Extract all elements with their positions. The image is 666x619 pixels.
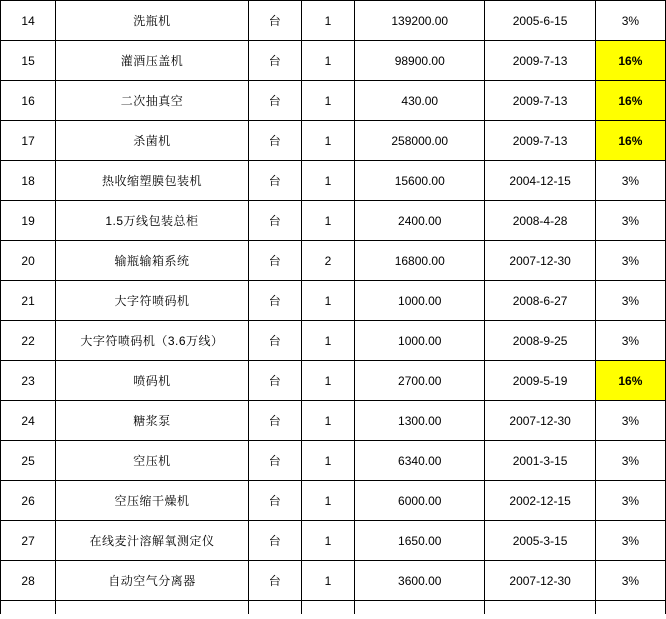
cell-quantity: 1 [301,441,354,481]
table-row [1,41,666,81]
table-row [1,121,666,161]
cell-date: 2008-6-27 [485,281,595,321]
cell-amount: 98900.00 [355,41,485,81]
cell-rate: 3% [595,241,665,281]
table-row [1,241,666,281]
cell-quantity: 1 [301,201,354,241]
cell-date: 2007-12-30 [485,241,595,281]
cell-name: 热收缩塑膜包装机 [56,161,249,201]
cell-name: 糖浆泵 [56,401,249,441]
cell-amount: 1000.00 [355,321,485,361]
cell-unit: 台 [248,481,301,521]
cell-rate [595,601,665,614]
cell-amount: 2400.00 [355,201,485,241]
cell-date: 2005-6-15 [485,1,595,41]
table-row [1,1,666,41]
cell-rate: 3% [595,201,665,241]
cell-amount: 3600.00 [355,561,485,601]
cell-rate: 3% [595,521,665,561]
cell-index: 26 [1,481,56,521]
cell-date [485,601,595,614]
cell-rate: 16% [595,121,665,161]
table-row [1,401,666,441]
cell-unit: 台 [248,41,301,81]
table-row [1,361,666,401]
cell-unit: 台 [248,1,301,41]
table-row [1,161,666,201]
cell-quantity: 1 [301,121,354,161]
cell-rate: 3% [595,561,665,601]
cell-amount: 6340.00 [355,441,485,481]
table-row [1,321,666,361]
table-row [1,481,666,521]
cell-unit: 台 [248,321,301,361]
cell-name: 空压机 [56,441,249,481]
cell-unit: 台 [248,241,301,281]
cell-amount: 1300.00 [355,401,485,441]
cell-quantity: 1 [301,281,354,321]
cell-date: 2009-7-13 [485,41,595,81]
cell-index [1,601,56,614]
cell-unit: 台 [248,361,301,401]
cell-date: 2004-12-15 [485,161,595,201]
cell-amount: 1650.00 [355,521,485,561]
cell-date: 2009-7-13 [485,121,595,161]
cell-quantity: 1 [301,481,354,521]
cell-rate: 16% [595,361,665,401]
cell-index: 19 [1,201,56,241]
cell-name: 空压缩干燥机 [56,481,249,521]
cell-index: 25 [1,441,56,481]
cell-name: 输瓶输箱系统 [56,241,249,281]
cell-name: 二次抽真空 [56,81,249,121]
cell-unit: 台 [248,521,301,561]
cell-quantity: 1 [301,561,354,601]
cell-name: 洗瓶机 [56,1,249,41]
table-row [1,201,666,241]
cell-index: 21 [1,281,56,321]
cell-index: 18 [1,161,56,201]
cell-index: 23 [1,361,56,401]
cell-index: 22 [1,321,56,361]
cell-amount [355,601,485,614]
cell-index: 28 [1,561,56,601]
cell-date: 2002-12-15 [485,481,595,521]
cell-quantity: 1 [301,321,354,361]
cell-unit: 台 [248,81,301,121]
cell-index: 27 [1,521,56,561]
table-row [1,521,666,561]
cell-name: 在线麦汁溶解氧测定仪 [56,521,249,561]
cell-quantity: 1 [301,361,354,401]
cell-quantity: 2 [301,241,354,281]
cell-quantity: 1 [301,521,354,561]
cell-rate: 3% [595,441,665,481]
cell-amount: 15600.00 [355,161,485,201]
cell-index: 24 [1,401,56,441]
cell-date: 2005-3-15 [485,521,595,561]
cell-index: 15 [1,41,56,81]
table-body [1,1,666,614]
cell-name: 自动空气分离器 [56,561,249,601]
cell-index: 20 [1,241,56,281]
cell-rate: 16% [595,41,665,81]
cell-quantity: 1 [301,1,354,41]
table-row [1,81,666,121]
cell-date: 2007-12-30 [485,401,595,441]
cell-rate: 3% [595,281,665,321]
cell-amount: 1000.00 [355,281,485,321]
cell-amount: 2700.00 [355,361,485,401]
cell-amount: 16800.00 [355,241,485,281]
cell-unit: 台 [248,441,301,481]
cell-rate: 3% [595,481,665,521]
cell-unit: 台 [248,121,301,161]
table-row [1,441,666,481]
cell-amount: 6000.00 [355,481,485,521]
cell-index: 17 [1,121,56,161]
cell-rate: 3% [595,401,665,441]
cell-index: 16 [1,81,56,121]
cell-quantity: 1 [301,41,354,81]
cell-date: 2008-4-28 [485,201,595,241]
cell-date: 2007-12-30 [485,561,595,601]
cell-name: 1.5万线包装总柜 [56,201,249,241]
table-row [1,281,666,321]
cell-unit: 台 [248,281,301,321]
cell-unit: 台 [248,161,301,201]
cell-date: 2009-5-19 [485,361,595,401]
cell-date: 2008-9-25 [485,321,595,361]
cell-amount: 430.00 [355,81,485,121]
cell-unit: 台 [248,201,301,241]
cell-unit [248,601,301,614]
cell-unit: 台 [248,401,301,441]
cell-name [56,601,249,614]
cell-name: 喷码机 [56,361,249,401]
cell-date: 2009-7-13 [485,81,595,121]
cell-index: 14 [1,1,56,41]
cell-quantity [301,601,354,614]
cell-name: 杀菌机 [56,121,249,161]
cell-name: 大字符喷码机（3.6万线） [56,321,249,361]
table-row [1,601,666,614]
cell-rate: 16% [595,81,665,121]
cell-date: 2001-3-15 [485,441,595,481]
table-row [1,561,666,601]
cell-amount: 139200.00 [355,1,485,41]
cell-rate: 3% [595,161,665,201]
cell-unit: 台 [248,561,301,601]
cell-name: 灌酒压盖机 [56,41,249,81]
cell-amount: 258000.00 [355,121,485,161]
cell-quantity: 1 [301,401,354,441]
cell-rate: 3% [595,1,665,41]
cell-quantity: 1 [301,161,354,201]
cell-rate: 3% [595,321,665,361]
cell-name: 大字符喷码机 [56,281,249,321]
cell-quantity: 1 [301,81,354,121]
